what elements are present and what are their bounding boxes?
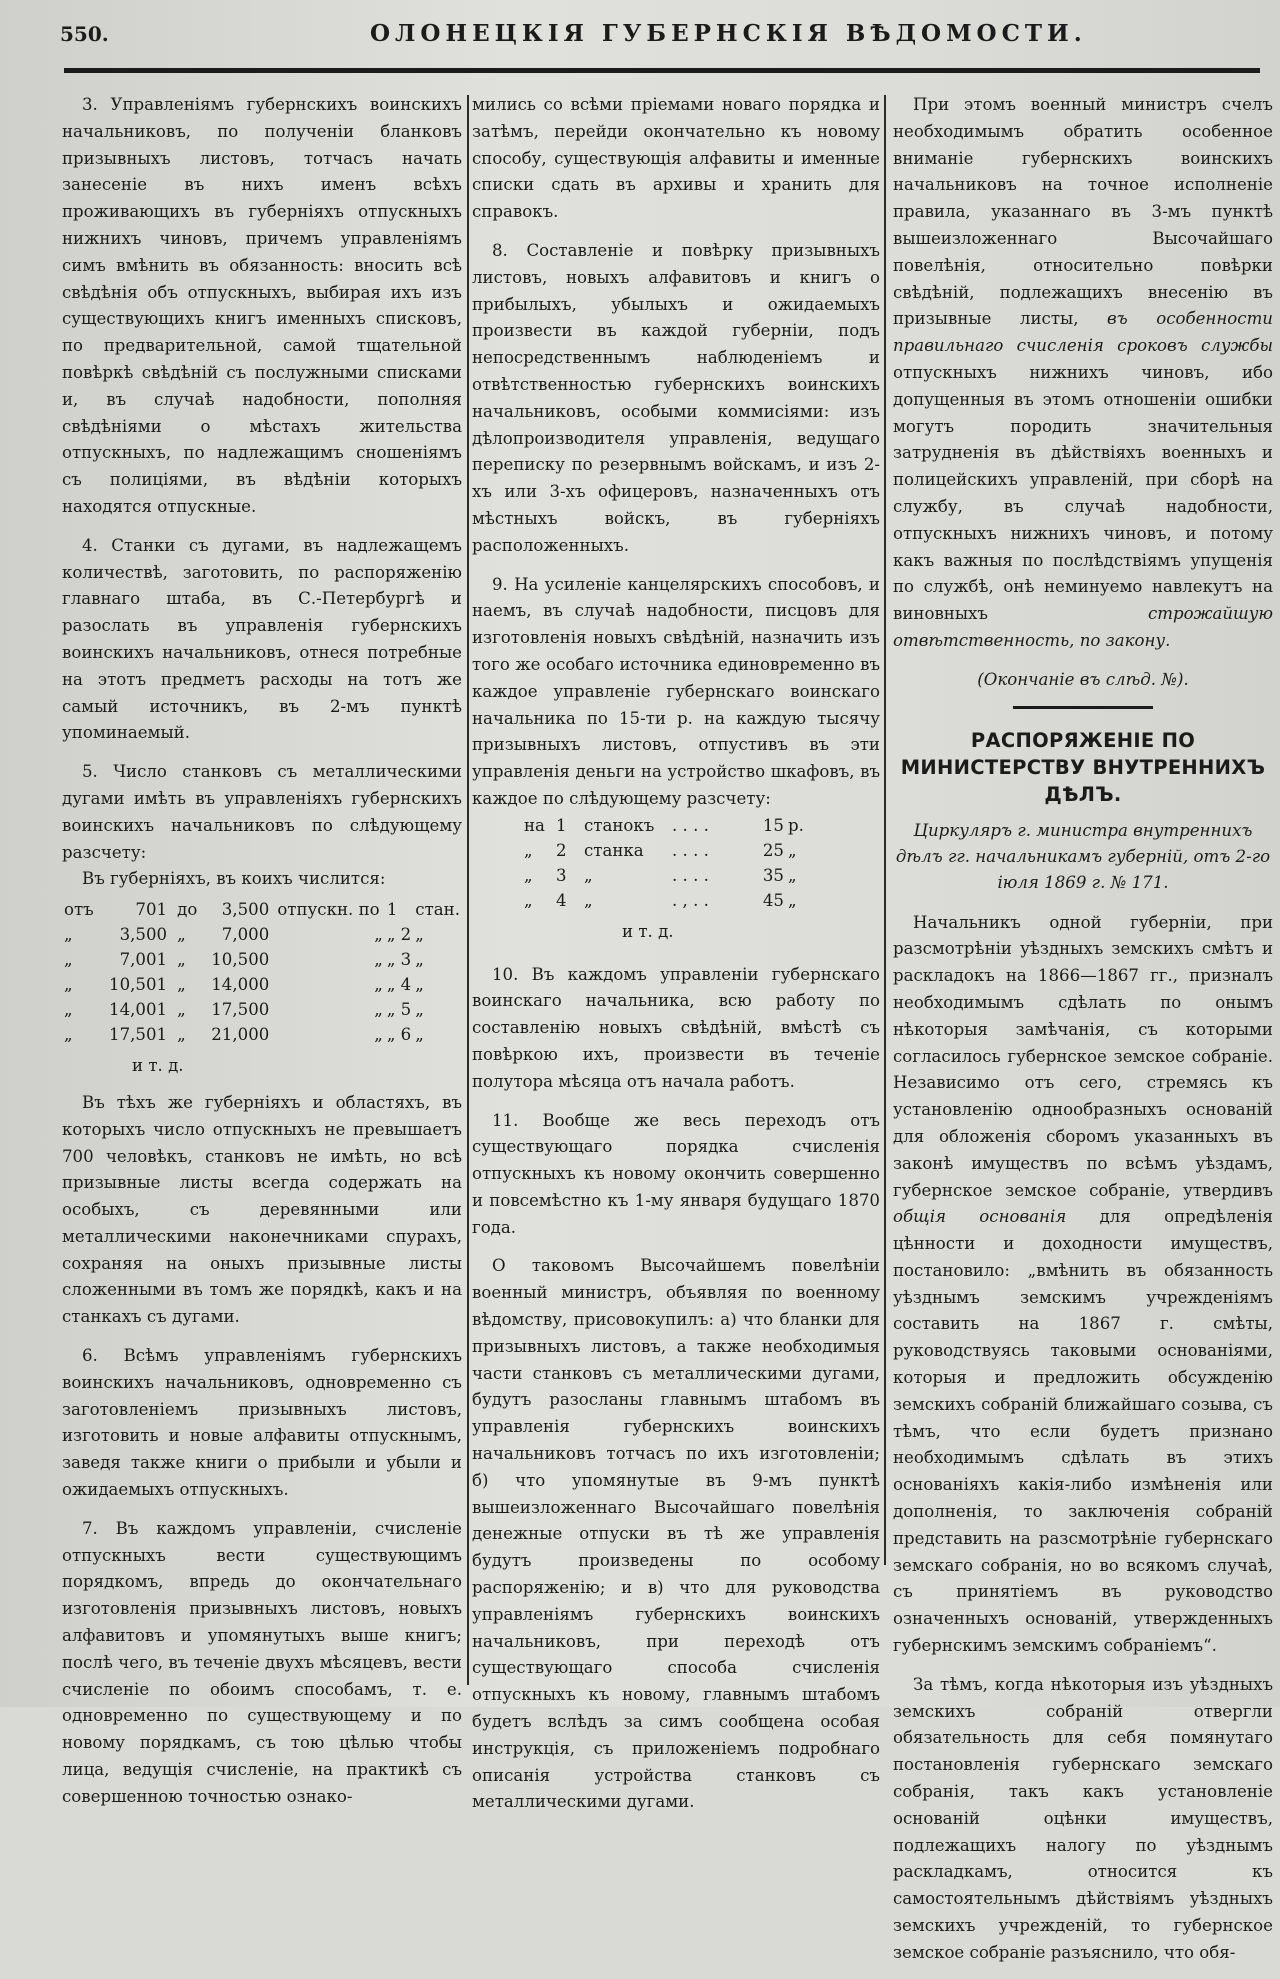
etc-label: и т. д. xyxy=(132,1056,184,1076)
table-cell: 35 xyxy=(762,865,784,885)
section-heading: РАСПОРЯЖЕНІЕ ПО МИНИСТЕРСТВУ ВНУТРЕННИХЪ ДѢЛЪ. xyxy=(900,728,1266,806)
table-cell: 701 xyxy=(135,900,168,920)
italic-span: общія основанія xyxy=(893,1207,1067,1227)
page-header xyxy=(60,14,1260,68)
table-cell: „ xyxy=(788,865,797,885)
table-cell: 1 xyxy=(386,900,398,920)
table-cell: „ xyxy=(415,1025,424,1045)
table-cell: „ xyxy=(64,1025,73,1045)
continuation-note: (Окончаніе въ слѣд. №). xyxy=(977,669,1189,689)
circular-title: Циркуляръ г. министра внутреннихъ дѣлъ гг. начальникамъ губерній, отъ 2-го іюля 1869 г. № 171. xyxy=(895,820,1271,892)
column-2 xyxy=(472,92,880,1828)
table-cell: отпускн. по xyxy=(277,900,380,920)
table-row xyxy=(522,863,806,888)
table-cell: . . . . xyxy=(672,840,709,860)
table-cell: „ xyxy=(415,925,424,945)
paragraph-circular-2: За тѣмъ, когда нѣкоторыя изъ уѣздныхъ земскихъ собраній отвергли обязательность для себя помянутаго постановленія губернскаго земскаго собранія, такъ какъ установленіе основаній оцѣнки имуществъ, подлежащихъ налогу по уѣзднымъ раскладкамъ, относится къ самостоятельнымъ дѣйствіямъ уѣздныхъ земскихъ учрежденій, то губернское земское собраніе разъяснило, что обя- xyxy=(893,1674,1273,1962)
paragraph-circular-1 xyxy=(893,910,1273,1660)
table-cell: „ 3 xyxy=(386,950,412,970)
paragraph-5-cont: Въ тѣхъ же губерніяхъ и областяхъ, въ которыхъ число отпускныхъ не превышаетъ 700 человѣкъ, станковъ не имѣть, но всѣ призывные листы всегда содержать на особыхъ, съ деревянными или металлическими наконечниками спурахъ, сохраняя на оныхъ призывные листы сложенными въ томъ же порядкѣ, какъ и на станкахъ съ дугами. xyxy=(62,1092,462,1327)
table-cell: 21,000 xyxy=(211,1025,270,1045)
paragraph-3: 3. Управленіямъ губернскихъ воинскихъ начальниковъ, по полученіи бланковъ призывныхъ листовъ, тотчасъ начать занесеніе въ нихъ именъ всѣхъ проживающихъ въ губерніяхъ отпускныхъ нижнихъ чиновъ, причемъ управленіямъ симъ вмѣнить въ обязанность: вносить всѣ свѣдѣнія объ отпускныхъ, выбирая ихъ изъ существующихъ книгъ именныхъ списковъ, по предварительной, самой тщательной повѣркѣ свѣдѣній съ послужными списками и, въ случаѣ надобности, пополняя свѣдѣніями о мѣстахъ жительства отпускныхъ, по надлежащимъ сношеніямъ съ полиціями, въ вѣдѣніи которыхъ находятся отпускные. xyxy=(62,95,462,516)
table-cell: 10,500 xyxy=(211,950,270,970)
paragraph-6: 6. Всѣмъ управленіямъ губернскихъ воинскихъ начальниковъ, одновременно съ заготовленіемъ призывныхъ листовъ, изготовить и новые алфавиты отпускнымъ, заведя также книги о прибыли и убыли и ожидаемыхъ отпускныхъ. xyxy=(62,1346,462,1500)
table-cell: стан. xyxy=(415,900,460,920)
table-cell: 7,000 xyxy=(221,925,270,945)
table-cell: „ xyxy=(788,840,797,860)
table-cell: „ 4 xyxy=(386,975,412,995)
table-cell: „ xyxy=(374,1025,383,1045)
etc-label: и т. д. xyxy=(622,921,674,941)
table-cell: „ xyxy=(415,1000,424,1020)
table-cell: „ xyxy=(524,890,533,910)
table-cell: „ xyxy=(524,865,533,885)
column-1 xyxy=(62,92,462,1823)
text-span: отпускныхъ нижнихъ чиновъ, ибо допущенныя въ этомъ отношеніи ошибки могутъ породить значительныя затрудненія въ дѣйствіяхъ военныхъ и полицейскихъ управленій, при сборѣ на службу, въ случаѣ надобности, отпускныхъ нижнихъ чиновъ, и потому какъ важныя по послѣдствіямъ упущенія по службѣ, онѣ неминуемо навлекутъ на виновныхъ xyxy=(893,362,1273,624)
table-cell: 17,501 xyxy=(109,1025,168,1045)
table-cell: 14,000 xyxy=(211,975,270,995)
table-cell: 10,501 xyxy=(109,975,168,995)
table-row xyxy=(62,1022,462,1047)
table-cell: на xyxy=(524,815,545,835)
paragraph-minister-note xyxy=(893,92,1273,655)
table-cell: „ xyxy=(177,925,186,945)
table-cell: „ xyxy=(415,975,424,995)
table-cell: „ xyxy=(64,1000,73,1020)
table-cell: до xyxy=(177,900,198,920)
table-cell: . . . . xyxy=(672,865,709,885)
section-separator xyxy=(1013,706,1153,709)
table-cell: 2 xyxy=(556,840,567,860)
table-cell: „ xyxy=(177,950,186,970)
table-cell: „ 6 xyxy=(386,1025,412,1045)
page-number: 550. xyxy=(60,22,109,46)
table-cell: 3,500 xyxy=(221,900,270,920)
paragraph-12: О таковомъ Высочайшемъ повелѣніи военный министръ, объявляя по военному вѣдомству, присовокупилъ: а) что бланки для призывныхъ листовъ, а также необходимыя части станковъ съ металлическими дугами, будутъ разосланы главнымъ штабомъ въ управленія губернскихъ воинскихъ начальниковъ тотчасъ по ихъ изготовленіи; б) что упомянутые въ 9-мъ пунктѣ вышеизложеннаго Высочайшаго повелѣнія денежные отпуски въ тѣ же управленія будутъ произведены по особому распоряженію; и в) что для руководства управленіямъ губернскихъ воинскихъ начальниковъ, при переходѣ отъ существующаго способа счисленія отпускныхъ къ новому, главнымъ штабомъ будетъ вслѣдъ за симъ сообщена особая инструкція, съ приложеніемъ подробнаго описанія устройства станковъ съ металлическими дугами. xyxy=(472,1256,880,1812)
column-3 xyxy=(893,92,1273,1979)
table-row xyxy=(62,897,462,922)
italic-span: строжайшую отвѣтственность, по закону. xyxy=(893,604,1273,650)
newspaper-title: ОЛОНЕЦКІЯ ГУБЕРНСКІЯ ВѢДОМОСТИ. xyxy=(370,20,1087,47)
table-cell: „ xyxy=(584,865,593,885)
stanok-table xyxy=(62,897,462,1047)
paragraph-9: 9. На усиленіе канцелярскихъ способовъ, и наемъ, въ случаѣ надобности, писцовъ для изготовленія новыхъ свѣдѣній, назначить изъ того же особаго источника единовременно въ каждое управленіе губернскаго воинскаго начальника по 15-ти р. на каждую тысячу призывныхъ листовъ, отпустивъ въ эти управленія деньги на устройство шкафовъ, въ каждое по слѣдующему разсчету: xyxy=(472,574,880,808)
table-cell: р. xyxy=(788,815,804,835)
table-cell: „ xyxy=(64,950,73,970)
table-row xyxy=(62,922,462,947)
paragraph-7: 7. Въ каждомъ управленіи, счисленіе отпускныхъ вести существующимъ порядкомъ, впредь до окончательнаго изготовленія призывныхъ листовъ, новыхъ алфавитовъ и упомянутыхъ выше книгъ; послѣ чего, въ теченіе двухъ мѣсяцевъ, вести счисленіе по обоимъ способамъ, т. е. одновременно по существующему и по новому порядкамъ, съ тою цѣлью чтобы лица, ведущія счисленіе, на практикѣ съ совершенною точностью ознако- xyxy=(62,1518,462,1806)
table-cell: станка xyxy=(584,840,644,860)
table-cell: 17,500 xyxy=(211,1000,270,1020)
table-cell: „ xyxy=(64,925,73,945)
paragraph-7-cont: мились со всѣми пріемами новаго порядка и затѣмъ, перейди окончательно къ новому способу, существующія алфавиты и именные списки сдать въ архивы и хранить для справокъ. xyxy=(472,95,880,222)
table-cell: 45 xyxy=(762,890,784,910)
table-cell: станокъ xyxy=(584,815,655,835)
table-cell: 1 xyxy=(556,815,567,835)
table-row xyxy=(522,838,806,863)
table-cell: „ xyxy=(374,950,383,970)
table-cell: 14,001 xyxy=(109,1000,168,1020)
table-cell: „ xyxy=(788,890,797,910)
table-cell: „ xyxy=(177,975,186,995)
paragraph-5-intro: Въ губерніяхъ, въ коихъ числится: xyxy=(82,869,386,889)
table-cell: „ xyxy=(584,890,593,910)
header-rule xyxy=(64,68,1260,73)
table-row xyxy=(62,997,462,1022)
column-divider xyxy=(884,95,886,1565)
table-row xyxy=(62,947,462,972)
table-cell: „ 5 xyxy=(386,1000,412,1020)
paragraph-10: 10. Въ каждомъ управленіи губернскаго воинскаго начальника, всю работу по составленію новыхъ свѣдѣній, вмѣстѣ съ повѣркою ихъ, произвести въ теченіе полутора мѣсяца отъ начала работъ. xyxy=(472,964,880,1091)
table-cell: „ xyxy=(374,1000,383,1020)
table-cell: „ xyxy=(374,925,383,945)
table-cell: „ 2 xyxy=(386,925,412,945)
table-cell: 3,500 xyxy=(119,925,168,945)
table-cell: „ xyxy=(415,950,424,970)
table-row xyxy=(522,813,806,838)
table-row xyxy=(62,972,462,997)
table-cell: „ xyxy=(177,1000,186,1020)
table-cell: 15 xyxy=(762,815,784,835)
text-span: Начальникъ одной губерніи, при разсмотрѣніи уѣздныхъ земскихъ смѣтъ и раскладокъ на 1866—1867 гг., призналъ необходимымъ сдѣлать по онымъ нѣкоторыя замѣчанія, съ которыми согласилось губернское земское собраніе. Независимо отъ сего, стремясь къ установленію однообразныхъ основаній для обложенія сборомъ указанныхъ въ законѣ имуществъ по всѣмъ уѣздамъ, губернское земское собраніе, утвердивъ xyxy=(893,912,1273,1200)
table-cell: 4 xyxy=(556,890,567,910)
table-cell: 7,001 xyxy=(119,950,168,970)
table-cell: „ xyxy=(177,1025,186,1045)
column-divider xyxy=(467,95,469,1685)
text-span: для опредѣленія цѣнности и доходности имуществъ, постановило: „вмѣнить въ обязанность уѣзднымъ земскимъ учрежденіямъ составить на 1867 г. смѣты, руководствуясь таковыми основаніями, которыя и предложить обсужденію земскихъ собраній ближайшаго созыва, съ тѣмъ, что если будетъ признано необходимымъ сдѣлать въ этихъ основаніяхъ какія-либо измѣненія или дополненія, то заключенія собраній представить на разсмотрѣніе губернскаго земскаго собранія, но во всякомъ случаѣ, съ принятіемъ въ руководство означенныхъ основаній, утвержденныхъ губернскимъ земскимъ собраніемъ“. xyxy=(893,1207,1273,1656)
table-cell: . . . . xyxy=(672,815,709,835)
table-cell: отъ xyxy=(64,900,94,920)
table-row xyxy=(522,888,806,913)
cabinet-table xyxy=(522,813,806,913)
italic-span: въ особенности правильнаго счисленія сроковъ службы xyxy=(893,309,1273,356)
paragraph-11: 11. Вообще же весь переходъ отъ существующаго порядка счисленія отпускныхъ къ новому окончить совершенно и повсемѣстно къ 1-му января будущаго 1870 года. xyxy=(472,1110,880,1237)
paragraph-5: 5. Число станковъ съ металлическими дугами имѣть въ управленіяхъ губернскихъ воинскихъ начальниковъ по слѣдующему разсчету: xyxy=(62,762,462,862)
paragraph-4: 4. Станки съ дугами, въ надлежащемъ количествѣ, заготовить, по распоряженію главнаго штаба, въ С.-Петербургѣ и разослать въ управленія губернскихъ воинскихъ начальниковъ, отнеся потребные на этотъ предметъ расходы на тотъ же самый источникъ, въ 2-мъ пунктѣ упоминаемый. xyxy=(62,535,462,743)
table-cell: . , . . xyxy=(672,890,709,910)
table-cell: 3 xyxy=(556,865,567,885)
table-cell: 25 xyxy=(762,840,784,860)
text-span: При этомъ военный министръ счелъ необходимымъ обратить особенное вниманіе губернскихъ воинскихъ начальниковъ на точное исполненіе правила, указаннаго въ 3-мъ пунктѣ вышеизложеннаго Высочайшаго повелѣнія, относительно повѣрки свѣдѣній, подлежащихъ внесенію въ призывные листы, xyxy=(893,95,1273,329)
table-cell: „ xyxy=(374,975,383,995)
paragraph-8: 8. Составленіе и повѣрку призывныхъ листовъ, новыхъ алфавитовъ и книгъ о прибылыхъ, убылыхъ и ожидаемыхъ произвести въ каждой губерніи, подъ непосредственнымъ наблюденіемъ и отвѣтственностью губернскихъ воинскихъ начальниковъ, особыми коммисіями: изъ дѣлопроизводителя управленія, ведущаго переписку по резервнымъ войскамъ, и изъ 2-хъ или 3-хъ офицеровъ, назначенныхъ отъ мѣстныхъ войскъ, въ губерніяхъ расположенныхъ. xyxy=(472,240,880,555)
table-cell: „ xyxy=(524,840,533,860)
table-cell: „ xyxy=(64,975,73,995)
